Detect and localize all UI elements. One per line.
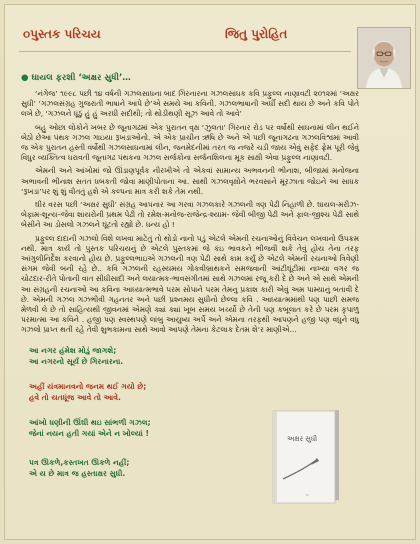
verse-line: હવે તો યતધૂંજ આવે તો આવે.: [29, 393, 121, 402]
book-icon: [257, 405, 353, 509]
verse-line: જેનાં નયન હતી ગયાં એને ન ખોલ્યાં !: [29, 429, 149, 438]
page-header: [5, 23, 415, 51]
verse-couplet: [29, 345, 189, 367]
book-subheading: [21, 73, 381, 83]
review-body: [21, 89, 359, 339]
section-title: ૦પુસ્તક પરિચય: [23, 27, 101, 41]
verse-couplet: [29, 417, 189, 439]
verse-couplet: [29, 381, 189, 403]
paragraph: ઘીર વરસ પછી ‘અક્ષર સુધી’ સંગ્રહ આપનાર આ ગરવા ગઝલકારે ગઝલની ત્રણ પેઢી નિહાળી છે. ઘાયલ-મરીઝ-બેફામ-શૂન્ય–જેવા શાયરોની પ્રથમ પેઢી તો રમેશ-મનોજ-રાજેન્દ્ર-શ્યામ- જેવી બીજી પેઢી અને ફાલ-જીશ્ચ પેઢી સાથે બેસીને આ ડોસલો ગઝલને ઘૂંટતો રહ્યો છે. ધન્ય હો !: [21, 200, 359, 230]
book-cover-title: અક્ષર સુધી: [287, 435, 318, 443]
subheading-text: ઘાયલ ફરશી ‘અક્ષર સુધી’…: [31, 73, 131, 83]
verse-line: આ નગર હંમેશ મોડું જાગશે;: [29, 346, 117, 355]
bullet-icon: ●: [21, 73, 29, 83]
paragraph: ‘નંગેજ’ ૧૯૯૮ પછી ૧૪ વર્ષની ગઝલસાધના બાદ ગિરનારના ગઝલસાધક કવિ પ્રફુલ્લ નાણાવટી ૨૦૧૨માં ‘અક્ષર સુધી’ ‘ગઝલસંગ્રહ ગુજરાતી ભાષાને આપે છે’એ સમયે આ કવિની. ગઝલભાષાની અર્ધી સદી થાય છે અને કવિ પોતે લખે છે, ‘ગઝલને ધૂંઠું હું હું અરધી સદીથી; તો થોડીથણી સૂઝ આવે તો આવે’: [21, 89, 359, 119]
verse-line: આ નગરનો સૂર્ય છે ગિરનારના.: [29, 357, 124, 366]
verse-line: આંખો ધણીની ઊંઘી થઇ સાંભળી ગઝલ;: [29, 418, 151, 427]
paragraph: પ્રફુલ્લ દાદાની ગઝલો વિશે લખવા માટેતું તો થોડો નાનો પડું એટલે એમની રચનાઓનું વિવેચન લખવાનો ઉપક્રમ નથી. માત્ર કાર્ય તો પુસ્તક પરિચયનું છે એટલે પુસ્તકમાં જે કંઇ ભાવકને ભીજવી શકે તેવું હોય તેના તરફ આંગુલીનિર્દેશ કરવાનો હોય છે. પ્રફુલ્લભાઇએ ગઝલની ત્રણ પેઢી સાથે કામ કર્યું છે એટલે એમની રચનાઓ ત્રિવેણી સંગમ જેવી બની રહે છે‍.. કવિ ગઝલની રહસ્યમય ગોકવીબ્રાથકને સમજવાની આંટીઘૂંટીમાં નાખ્યા વગર જ ચોટદાર-રીતે પોતાની વાત સીધીસાદી અને લયાત્મક-ભાવસંગીતમાં સાથે ગઝલમાં રજૂ કરી દે છે અને એ સાથે એમની આ સંગ્રહની રચનાઓ આ કવિના આધ્યાત્મભાવે પરમ સોપાને પરમ તેમનુ પ્રકાશ કારી એવું અમ પામ્યાનું બતાવી દે છે. એમની ગઝલ ગઝભીવી ગહનતર અને પછી પ્રશ્નમય સુધીનો છેલ્લા કવિ . આધ્યાત્મમાંથી પણ પાછી સમજ મેળવી લે છે તો સાહિત્યથી જીવનમાં એમણે ક્યાં ક્યાં ખૂબ સમય ખર્ચ્યો છે તેની પણ કબૂલાત કરે છે પરમ કૃપાળુ પરમાત્મા આ કવિને . હજી પણ સ્વસ્થપણે લાંબુ આયુષ્ય અર્પે અને એમના તરફથી આપણને હજી પણ વધુને વધુ ગઝલો પ્રાપ્ત થતી રહે તેવી શુભકામના સાથે આવો આપણે તેમના કેટલાક દેતમ શે‘ર માણીએ...: [21, 233, 359, 335]
paragraph: બહુ ઓછા લોકોને ખબર છે જૂનાગઢમાં એક પુરાતન વૃક્ષ ‘ઝુલતા’ ગિરનાર રોડ પર વર્ષોથી સાધનામાં લીન થઈને બેઠો છેઆ પંથક ગઝલ ગાઇયા રૂખડાઓનો. એ એક પ્રાચીન ઋષિ છે અને એ પછી જૂનાગઢના ગઝલવિશ્વમાં આવી જ એક પુરાતન હસ્તી વર્ષોથી ગઝલસાધનામાં લીન, જનમેદનીમાં તરત જ નજરે ચડી જાય એવું સફેદ ફ્રેમ પૂરી જેવું વિધુર વ્યક્તિત્વ ધરાવતી જૂનાગઢ પંથકના ગઝલ સર્જકોના સર્જનશિલના મૂક સાક્ષી એવા પ્રફુલ્લ નાણાવટી.: [21, 122, 359, 163]
author-name: જિતુ પુરોહિત: [225, 27, 288, 41]
verse-line: પત્ર ઊકળે,કસ્તખત ઊકળે નહીં;: [29, 458, 130, 467]
verse-couplet: [29, 457, 189, 479]
svg-text:~: ~: [305, 493, 310, 499]
header-divider: [19, 51, 351, 52]
verse-line: એ ય છે માત્ર જ હસ્તાક્ષર સુધી.: [29, 469, 126, 478]
book-review-page: [4, 4, 416, 540]
book-cover-image: [257, 405, 353, 509]
verse-line: અહીં યંત્રમાનવનો જનમ થઈ ગયો છે;: [29, 382, 147, 391]
paragraph: એમની અને આંખોમાં જો ઊંડાણપૂર્વક નીરખીએ તો એકવાં સામાન્ય અભવનની ભીનાશ, બીજામાં મનોજના અભાવની ભીનાશ સતત ધબકતી જોવા માણીપોતાના આ. સાથી ગઝલવૃક્ષોને ભરવસાને મૂરઝાતા જોઇને આ સાધક ‘રૂખડા’પર શું શું વીતતું હશે એ કલ્પના માત્ર કરી શકે તેમ નથી.: [21, 166, 359, 196]
